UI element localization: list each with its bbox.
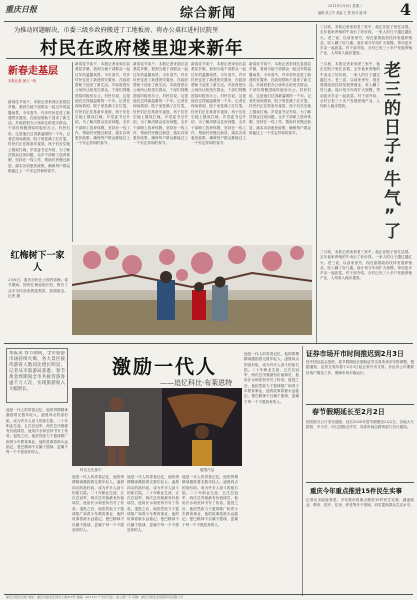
footer-text: 重庆日报社出版 地址：重庆市渝北区同茂大道416号 邮编：401147 广告许可证：渝工商广字 印刷：重庆日报报业集团印务有限公司 bbox=[6, 595, 183, 599]
lead-col-4: 新春佳节前夕，本报记者来到区县基层乡镇，看到当地干部群众一起过年的温馨场景。今年春节，许多村民住进了新建的安置房，在政府帮助下迎来了新生活。乡政府把办公场所让给受灾群众，干部们则搬进临时板房办公。村民们说，这是他们过得最温暖的一个年。记者在现场看到，院子里挂满了红灯笼，村民们正在准备年夜饭，孩子们在空地上嬉戏打闹。乡党委书记介绍，为了解决群众住房问题，全乡干部职工放弃休假，坚持在一线工作，帮助村民搬迁新居，落实各项惠民政策，确保每户群众都能过上一个安定祥和的春节。 bbox=[191, 62, 246, 146]
feature-col-5: 他是一代人的青春记忆，他的拼搏精神激励着无数年轻人。凌晨四点的洛杉矶，成为许多人奋斗的座右铭。二十年职业生涯，五次总冠军，两次总决赛最有价值球员，他用汗水和坚持书写了传奇。退役之后，他依然致力于篮球推广和青少年教育事业，他的故事将被永远铭记。曼巴精神不仅属于篮球，更属于每一个不愿放弃的人。 bbox=[244, 352, 299, 404]
brief-box bbox=[6, 348, 68, 403]
lead-col-1: 新春佳节前夕，本报记者来到区县基层乡镇，看到当地干部群众一起过年的温馨场景。今年春节，许多村民住进了新建的安置房，在政府帮助下迎来了新生活。乡政府把办公场所让给受灾群众，干部们则搬进临时板房办公。村民们说，这是他们过得最温暖的一个年。记者在现场看到，院子里挂满了红灯笼，村民们正在准备年夜饭，孩子们在空地上嬉戏打闹。乡党委书记介绍，为了解决群众住房问题，全乡干部职工放弃休假，坚持在一线工作，帮助村民搬迁新居，落实各项惠民政策，确保每户群众都能过上一个安定祥和的春节。 bbox=[8, 100, 70, 173]
photo-story-caption: 2月6日，重庆市民在公园内赏梅。春节期间，园内红梅竞相开放，吸引了众多市民前来游览观赏，拍照留念。记者 摄 bbox=[8, 278, 68, 298]
masthead bbox=[0, 0, 417, 22]
feature-col-4: 他是一代人的青春记忆，他的拼搏精神激励着无数年轻人。凌晨四点的洛杉矶，成为许多人奋斗的座右铭。二十年职业生涯，五次总冠军，两次总决赛最有价值球员，他用汗水和坚持书写了传奇。退役之后，他依然致力于篮球推广和青少年教育事业，他的故事将被永远铭记。曼巴精神不仅属于篮球，更属于每一个不愿放弃的人。 bbox=[182, 475, 238, 527]
lead-badge bbox=[8, 62, 73, 100]
mid-rule bbox=[4, 343, 413, 344]
plum-blossom-photo bbox=[72, 245, 312, 335]
right-col-text-c: 三月底，本报记者来到老三家中，他正在院子里忙活着。去年他家养殖的牛卖出了好价钱，一家人的日子越过越红火。老三说，以前家里穷，现在靠着政府扶持发展养殖业，收入翻了好几番。他计划今年再扩大规模，带动更多乡亲一起致富。村干部介绍，全村已有三十多户发展养殖产业，人均收入稳步提高。 bbox=[320, 250, 412, 281]
stock-news-text: 经中国证监会批准，春节假期延长期间证券交易所休市安排调整。根据通知，证券交易所将于2月3日起正常开市交易。各证券公司要做好客户服务工作，保障市场平稳运行。 bbox=[306, 360, 414, 375]
right-col-text-a: 三月底，本报记者来到老三家中，他正在院子里忙活着。去年他家养殖的牛卖出了好价钱，一家人的日子越过越红火。老三说，以前家里穷，现在靠着政府扶持发展养殖业，收入翻了好几番。他计划今年再扩大规模，带动更多乡亲一起致富。村干部介绍，全村已有三十多户发展养殖产业，人均收入稳步提高。 bbox=[320, 25, 412, 56]
bottom-news-text: 记者从市政府获悉，今年我市将重点推进15件民生实事，涵盖就业、教育、医疗、住房、养老等多个领域，切实提高群众生活水平。 bbox=[306, 498, 414, 508]
bottom-news-headline: 重庆今年重点推进15件民生实事 bbox=[310, 487, 402, 495]
holiday-news-text: 国务院办公厅发布通知，延长2020年春节假期至2月2日，各地大专院校、中小学、幼儿园推迟开学，具体时间由教育部门另行通知。 bbox=[306, 420, 414, 430]
feature-caption-left: 科比在比赛中 bbox=[80, 468, 102, 472]
feature-caption-right: 雕塑作品 bbox=[200, 468, 215, 472]
section-title: 综合新闻 bbox=[180, 6, 237, 21]
feature-photo bbox=[72, 388, 242, 466]
page-number: 4 bbox=[400, 0, 412, 19]
right-col-text-b: 三月底，本报记者来到老三家中，他正在院子里忙活着。去年他家养殖的牛卖出了好价钱，一家人的日子越过越红火。老三说，以前家里穷，现在靠着政府扶持发展养殖业，收入翻了好几番。他计划今年再扩大规模，带动更多乡亲一起致富。村干部介绍，全村已有三十多户发展养殖产业，人均收入稳步提高。 bbox=[320, 62, 380, 109]
holiday-news-headline: 春节假期延长至2月2日 bbox=[312, 408, 385, 416]
badge-sub: 本报记者 深入一线 bbox=[8, 79, 37, 83]
feature-subheadline: ——追忆科比·布莱恩特 bbox=[160, 379, 233, 387]
lead-headline: 村民在政府楼里迎来新年 bbox=[40, 39, 244, 59]
paper-name-logo: 重庆日报 bbox=[5, 4, 37, 14]
photo-story-title: 红梅树下一家人 bbox=[10, 251, 65, 273]
feature-col-1: 他是一代人的青春记忆，他的拼搏精神激励着无数年轻人。凌晨四点的洛杉矶，成为许多人奋斗的座右铭。二十年职业生涯，五次总冠军，两次总决赛最有价值球员，他用汗水和坚持书写了传奇。退役之后，他依然致力于篮球推广和青少年教育事业，他的故事将被永远铭记。曼巴精神不仅属于篮球，更属于每一个不愿放弃的人。 bbox=[6, 408, 68, 455]
feature-col-3: 他是一代人的青春记忆，他的拼搏精神激励着无数年轻人。凌晨四点的洛杉矶，成为许多人奋斗的座右铭。二十年职业生涯，五次总冠军，两次总决赛最有价值球员，他用汗水和坚持书写了传奇。退役之后，他依然致力于篮球推广和青少年教育事业，他的故事将被永远铭记。曼巴精神不仅属于篮球，更属于每一个不愿放弃的人。 bbox=[127, 475, 179, 532]
plum-photo-illustration bbox=[72, 245, 312, 335]
right-col-headline: 老 三 的 日 子 “ 牛 气 ” 了 bbox=[384, 61, 401, 242]
masthead-rule bbox=[4, 21, 413, 22]
lead-col-2: 新春佳节前夕，本报记者来到区县基层乡镇，看到当地干部群众一起过年的温馨场景。今年春节，许多村民住进了新建的安置房，在政府帮助下迎来了新生活。乡政府把办公场所让给受灾群众，干部们则搬进临时板房办公。村民们说，这是他们过得最温暖的一个年。记者在现场看到，院子里挂满了红灯笼，村民们正在准备年夜饭，孩子们在空地上嬉戏打闹。乡党委书记介绍，为了解决群众住房问题，全乡干部职工放弃休假，坚持在一线工作，帮助村民搬迁新居，落实各项惠民政策，确保每户群众都能过上一个安定祥和的春节。 bbox=[75, 62, 130, 146]
lead-col-5: 新春佳节前夕，本报记者来到区县基层乡镇，看到当地干部群众一起过年的温馨场景。今年春节，许多村民住进了新建的安置房，在政府帮助下迎来了新生活。乡政府把办公场所让给受灾群众，干部们则搬进临时板房办公。村民们说，这是他们过得最温暖的一个年。记者在现场看到，院子里挂满了红灯笼，村民们正在准备年夜饭，孩子们在空地上嬉戏打闹。乡党委书记介绍，为了解决群众住房问题，全乡干部职工放弃休假，坚持在一线工作，帮助村民搬迁新居，落实各项惠民政策，确保每户群众都能过上一个安定祥和的春节。 bbox=[249, 62, 311, 135]
lead-rule bbox=[6, 58, 314, 59]
editors-line: 编辑 张立华 美编 王 慧 校对 潘 博 bbox=[318, 11, 367, 15]
badge-title: 新春走基层 bbox=[8, 66, 58, 77]
feature-headline: 激励一代人 bbox=[112, 356, 218, 378]
lead-col-3: 新春佳节前夕，本报记者来到区县基层乡镇，看到当地干部群众一起过年的温馨场景。今年春节，许多村民住进了新建的安置房，在政府帮助下迎来了新生活。乡政府把办公场所让给受灾群众，干部们则搬进临时板房办公。村民们说，这是他们过得最温暖的一个年。记者在现场看到，院子里挂满了红灯笼，村民们正在准备年夜饭，孩子们在空地上嬉戏打闹。乡党委书记介绍，为了解决群众住房问题，全乡干部职工放弃休假，坚持在一线工作，帮助村民搬迁新居，落实各项惠民政策，确保每户群众都能过上一个安定祥和的春节。 bbox=[133, 62, 188, 146]
date-line: 2011年2月8日 星期二 bbox=[328, 4, 363, 8]
stock-news-headline: 证券市场开市时间推迟到2月3日 bbox=[306, 350, 404, 358]
feature-col-2: 他是一代人的青春记忆，他的拼搏精神激励着无数年轻人。凌晨四点的洛杉矶，成为许多人奋斗的座右铭。二十年职业生涯，五次总冠军，两次总决赛最有价值球员，他用汗水和坚持书写了传奇。退役之后，他依然致力于篮球推广和青少年教育事业，他的故事将被永远铭记。曼巴精神不仅属于篮球，更属于每一个不愿放弃的人。 bbox=[72, 475, 124, 532]
lead-kicker: 为推动问题解决，市委三级乡政府搬进了工地板房，将办公桌扛进村民院里 bbox=[14, 27, 219, 34]
feature-photo-illustration bbox=[72, 388, 242, 466]
brief-box-text: 本报讯 春节期间，全市旅游市场持续火爆，各大景区接待游客人数同比增长明显。记者从市旅游局获悉，春节黄金周期间全市共接待游客逾千万人次，实现旅游收入大幅增长。 bbox=[9, 351, 65, 392]
